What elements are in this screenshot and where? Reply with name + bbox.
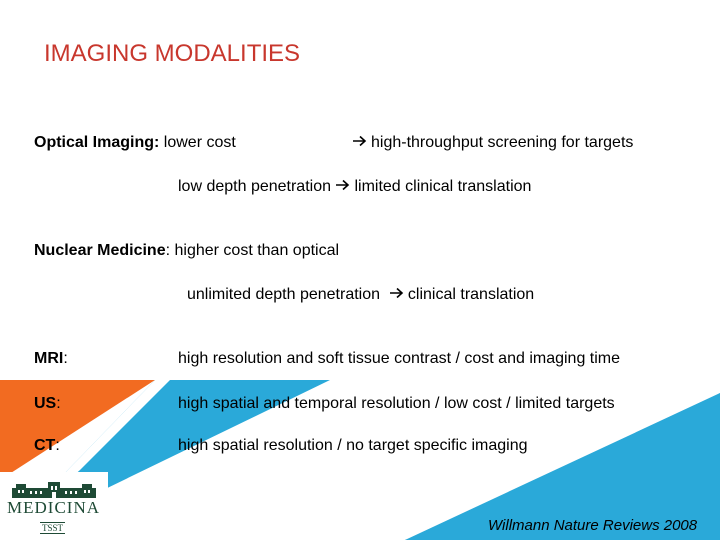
nuclear-line	[34, 242, 339, 260]
nuclear-line2-a: unlimited depth penetration	[187, 286, 389, 303]
optical-line-2	[178, 178, 531, 196]
optical-text: lower cost	[159, 134, 236, 151]
right-arrow-icon	[335, 178, 350, 196]
optical-result	[352, 134, 633, 152]
nuclear-label: Nuclear Medicine	[34, 242, 166, 259]
nuclear-text: : higher cost than optical	[165, 242, 340, 259]
mri-colon: :	[63, 350, 68, 367]
building-icon	[12, 482, 96, 498]
ct-text: high spatial resolution / no target specific imaging	[178, 437, 528, 454]
mri-label: MRI	[34, 350, 64, 367]
us-text: high spatial and temporal resolution / low cost / limited targets	[178, 395, 615, 412]
right-arrow-icon	[389, 286, 404, 304]
optical-line2-a: low depth penetration	[178, 178, 336, 195]
mri-text: high resolution and soft tissue contrast / cost and imaging time	[178, 350, 621, 367]
ct-colon: :	[55, 437, 60, 454]
logo-name: MEDICINA	[7, 498, 100, 517]
citation: Willmann Nature Reviews 2008	[488, 517, 698, 534]
logo-sub: TSST	[42, 523, 64, 533]
us-label: US	[34, 395, 57, 412]
right-arrow-icon	[352, 134, 367, 152]
medicina-logo	[0, 472, 108, 540]
optical-line2-b: limited clinical translation	[354, 178, 532, 195]
nuclear-line2-b: clinical translation	[407, 286, 535, 303]
optical-line	[34, 134, 236, 152]
us-colon: :	[56, 395, 61, 412]
us-label-line	[34, 395, 61, 413]
slide-title: IMAGING MODALITIES	[44, 40, 301, 67]
ct-label-line	[34, 437, 60, 455]
mri-label-line	[34, 350, 68, 368]
optical-result-text: high-throughput screening for targets	[371, 134, 634, 151]
optical-label: Optical Imaging:	[34, 134, 160, 151]
nuclear-line-2	[187, 286, 534, 304]
ct-label: CT	[34, 437, 56, 454]
